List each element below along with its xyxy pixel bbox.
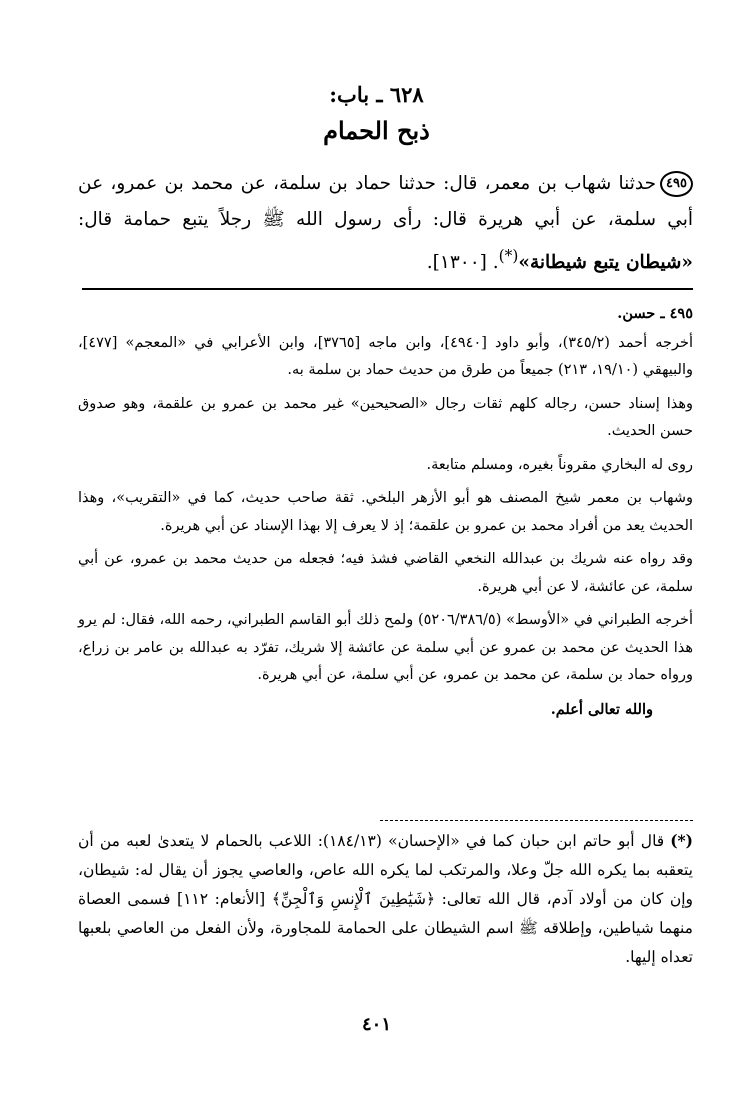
commentary-paragraph: وشهاب بن معمر شيخ المصنف هو أبو الأزهر البلخي. ثقة صاحب حديث، كما في «التقريب»، وهذا الحديث يعد من أفراد محمد بن عمرو بن علقمة؛ إذ لا يعرف إلا بهذا الإسناد عن أبي هريرة. [78,490,693,534]
commentary-paragraph: أخرجه أحمد (٣٤٥/٢)، وأبو داود [٤٩٤٠]، وابن ماجه [٣٧٦٥]، وابن الأعرابي في «المعجم» [٤٧٧]، والبيهقي (١٩/١٠، ٢١٣) جميعاً من طرق من حديث حماد بن سلمة به. [78,334,694,378]
commentary-paragraph: وقد رواه عنه شريك بن عبدالله النخعي القاضي فشذ فيه؛ فجعله من حديث محمد بن عمرو، عن أبي سلمة، عن عائشة، لا عن أبي هريرة. [78,551,693,595]
commentary-heading: ٤٩٥ ـ حسن. [617,305,693,322]
footnote-reference: (*) [498,247,519,265]
commentary-section [78,300,693,729]
hadith-text-before: حدثنا شهاب بن معمر، قال: حدثنا حماد بن سلمة، عن محمد بن عمرو، عن أبي سلمة، عن أبي هريرة قال: رأى رسول الله ﷺ رجلاً يتبع حمامة قال: [78,173,693,230]
hadith-text [78,166,693,281]
page-number: ٤٠١ [361,1014,391,1035]
footnote [78,826,693,972]
commentary-closing: والله تعالى أعلم. [550,700,653,718]
hadith-quote: «شيطان يتبع شيطانة» [518,252,693,274]
footnote-mark: (*) [670,831,693,850]
chapter-number: ٦٢٨ ـ باب: [329,82,424,107]
section-divider [82,288,693,290]
hadith-text-after: . [١٣٠٠]. [426,252,499,274]
chapter-title: ذبح الحمام [323,116,430,145]
hadith-number-badge: ٤٩٥ [660,171,693,197]
footnote-divider [380,820,693,821]
commentary-paragraph: روى له البخاري مقروناً بغيره، ومسلم متابعة. [426,456,693,473]
commentary-paragraph: أخرجه الطبراني في «الأوسط» (٥٢٠٦/٣٨٦/٥) ولمح ذلك أبو القاسم الطبراني، رحمه الله، فقال: لم يرو هذا الحديث عن محمد بن عمرو عن أبي سلمة عن عائشة إلا شريك، تفرّد به عبدالله بن عامر بن زراع، ورواه حماد بن سلمة، عن محمد بن عمرو، عن أبي سلمة، عن أبي هريرة. [78,612,693,683]
footnote-text: قال أبو حاتم ابن حبان كما في «الإحسان» (١٨٤/١٣): اللاعب بالحمام لا يتعدىٰ لعبه من أن يتعقبه بما يكره الله جلّ وعلا، والمرتكب لما يكره الله عاص، والعاصي يجوز أن يقال له: شيطان، وإن كان من أولاد آدم، قال الله تعالى: ﴿شَيَٰطِينَ ٱلْإِنسِ وَٱلْجِنِّ﴾ [الأنعام: ١١٢] فسمى العصاة منهما شياطين، وإطلاقه ﷺ اسم الشيطان على الحمامة للمجاورة، ولأن الفعل من العاصي بلعبها تعداه إليها. [78,832,693,966]
commentary-paragraph: وهذا إسناد حسن، رجاله كلهم ثقات رجال «الصحيحين» غير محمد بن عمرو بن علقمة، وهو صدوق حسن الحديث. [78,395,693,439]
